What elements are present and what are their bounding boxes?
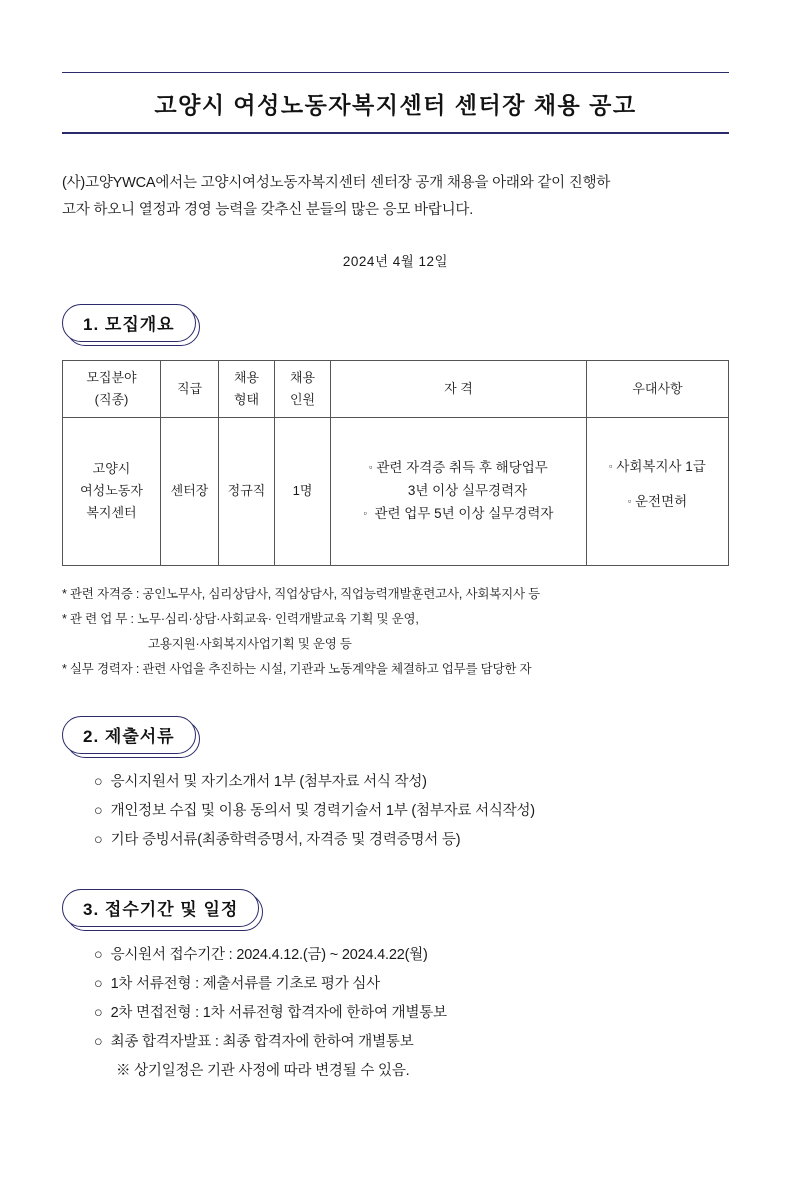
intro-line-1: (사)고양YWCA에서는 고양시여성노동자복지센터 센터장 공개 채용을 아래와 같이 진행하	[62, 175, 611, 191]
header-qualification: 자 격	[331, 360, 587, 417]
note-experience: * 실무 경력자 : 관련 사업을 추진하는 시설, 기관과 노동계약을 체결하고 업무를 담당한 자	[62, 661, 532, 676]
qualification-line-1	[335, 457, 582, 480]
square-bullet-icon: ▫	[363, 507, 367, 518]
title-block	[62, 72, 729, 134]
section-1-heading	[62, 304, 196, 342]
list-item	[94, 797, 729, 826]
cell-employment-type: 정규직	[219, 417, 275, 565]
list-item-label: 1차 서류전형 : 제출서류를 기초로 평가 심사	[110, 975, 380, 992]
section-3-footnote: ※ 상기일정은 기관 사정에 따라 변경될 수 있음.	[116, 1062, 410, 1079]
table-row	[63, 417, 729, 565]
note-qualification-list: * 관련 자격증 : 공인노무사, 심리상담사, 직업상담사, 직업능력개발훈련고사, 사회복지사 등	[62, 586, 540, 601]
document-page	[0, 72, 791, 1192]
table-header-row	[63, 360, 729, 417]
list-item	[94, 941, 729, 970]
section-3-label: 3. 접수기간 및 일정	[62, 889, 259, 927]
section-2-list	[62, 768, 729, 855]
qualification-line-3	[335, 503, 582, 526]
qualification-text-1: 관련 자격증 취득 후 해당업무	[376, 459, 548, 475]
list-item-label: 기타 증빙서류(최종학력증명서, 자격증 및 경력증명서 등)	[110, 831, 461, 848]
list-item-label: 최종 합격자발표 : 최종 합격자에 한하여 개별통보	[110, 1033, 414, 1050]
qualification-text-3: 관련 업무 5년 이상 실무경력자	[374, 505, 554, 521]
header-count-line2: 인원	[289, 391, 316, 407]
circle-bullet-icon: ○	[94, 802, 103, 819]
intro-paragraph	[62, 170, 729, 224]
section-3-list	[62, 941, 729, 1086]
section-1-notes	[62, 582, 729, 682]
square-bullet-icon: ▫	[369, 461, 373, 472]
qualification-text-2: 3년 이상 실무경력자	[407, 482, 528, 498]
recruit-table	[62, 360, 729, 566]
section-1-label: 1. 모집개요	[62, 304, 196, 342]
cell-field-line3: 복지센터	[86, 505, 137, 521]
cell-field-line1: 고양시	[92, 461, 131, 477]
section-3-heading	[62, 889, 259, 927]
qualification-line-2	[335, 480, 582, 503]
section-2-label: 2. 제출서류	[62, 716, 196, 754]
circle-bullet-icon: ○	[94, 1004, 103, 1021]
list-item	[94, 999, 729, 1028]
header-type-line2: 형태	[233, 391, 260, 407]
header-type-line1: 채용	[233, 369, 260, 385]
note-duties-list: * 관 련 업 무 : 노무·심리·상담·사회교육· 인력개발교육 기획 및 운영,	[62, 611, 419, 626]
circle-bullet-icon: ○	[94, 1033, 103, 1050]
title-bottom-rule	[62, 132, 729, 134]
preference-text-2: 운전면허	[635, 494, 688, 510]
cell-field-line2: 여성노동자	[80, 483, 143, 499]
square-bullet-icon: ▫	[609, 461, 613, 472]
square-bullet-icon: ▫	[627, 496, 632, 507]
header-employment-type	[219, 360, 275, 417]
preference-text-1: 사회복지사 1급	[616, 459, 706, 475]
preference-line-1	[591, 456, 724, 479]
intro-line-2: 고자 하오니 열정과 경영 능력을 갖추신 분들의 많은 응모 바랍니다.	[62, 201, 474, 218]
list-item	[94, 970, 729, 999]
header-preference: 우대사항	[587, 360, 729, 417]
list-item	[94, 826, 729, 855]
circle-bullet-icon: ○	[94, 831, 103, 848]
list-item	[94, 1028, 729, 1057]
header-field-line2: (직종)	[94, 391, 129, 407]
cell-rank: 센터장	[161, 417, 219, 565]
header-headcount	[275, 360, 331, 417]
circle-bullet-icon: ○	[94, 975, 103, 992]
list-item-label: 응시지원서 및 자기소개서 1부 (첨부자료 서식 작성)	[110, 773, 427, 790]
header-rank: 직급	[161, 360, 219, 417]
document-date: 2024년 4월 12일	[342, 253, 449, 269]
cell-field	[63, 417, 161, 565]
cell-headcount: 1명	[275, 417, 331, 565]
cell-preference	[587, 417, 729, 565]
list-item	[94, 768, 729, 797]
header-field	[63, 360, 161, 417]
circle-bullet-icon: ○	[94, 946, 103, 963]
list-item-label: 개인정보 수집 및 이용 동의서 및 경력기술서 1부 (첨부자료 서식작성)	[110, 802, 535, 819]
circle-bullet-icon: ○	[94, 773, 103, 790]
preference-line-2	[591, 491, 724, 514]
header-count-line1: 채용	[289, 369, 316, 385]
page-title: 고양시 여성노동자복지센터 센터장 채용 공고	[154, 92, 637, 118]
cell-qualification	[331, 417, 587, 565]
list-item-label: 2차 면접전형 : 1차 서류전형 합격자에 한하여 개별통보	[110, 1004, 447, 1021]
note-duties-continued: 고용지원·사회복지사업기획 및 운영 등	[148, 636, 352, 651]
section-2-heading	[62, 716, 196, 754]
list-item-label: 응시원서 접수기간 : 2024.4.12.(금) ~ 2024.4.22(월)	[110, 946, 428, 963]
header-field-line1: 모집분야	[86, 369, 137, 385]
